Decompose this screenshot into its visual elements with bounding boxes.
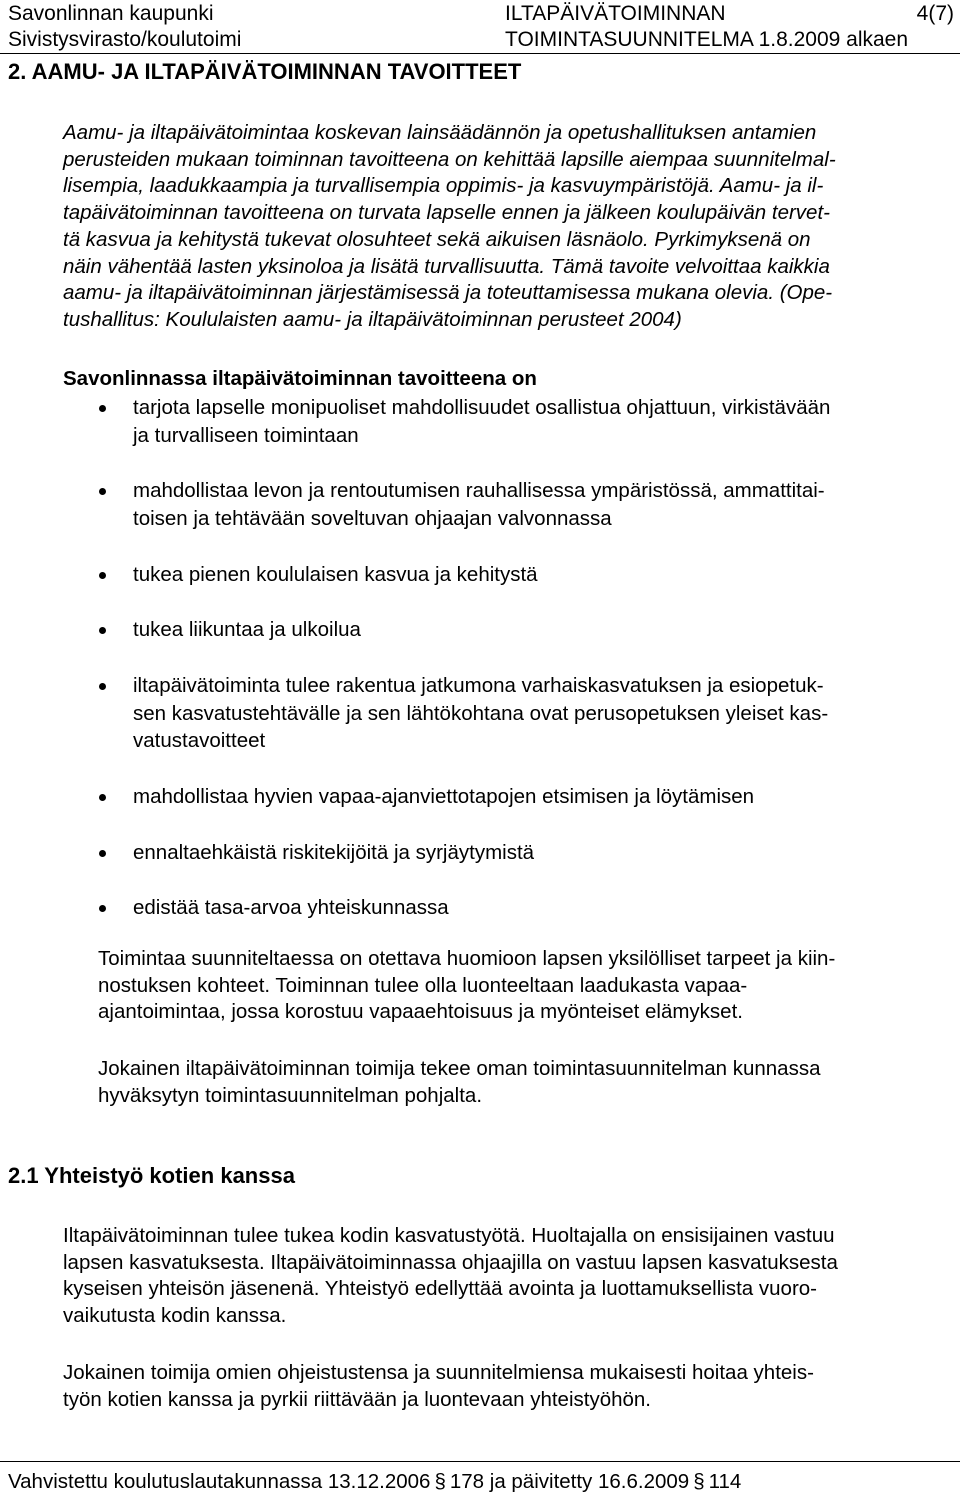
goal-text: edistää tasa-arvoa yhteiskunnassa: [133, 896, 449, 919]
bullet-icon: [99, 683, 106, 690]
goal-text: mahdollistaa levon ja rentoutumisen rauhallisessa ympäristössä, ammattitai-: [133, 479, 825, 502]
section-sign: §: [434, 1470, 446, 1493]
header-divider: [0, 53, 960, 54]
bullet-icon: [99, 405, 106, 412]
goal-text: vatustavoitteet: [133, 729, 266, 752]
bullet-icon: [99, 850, 106, 857]
bullet-icon: [99, 572, 106, 579]
goal-text: toisen ja tehtävään soveltuvan ohjaajan valvonnassa: [133, 506, 612, 530]
intro-paragraph: [63, 120, 953, 334]
bullet-icon: [99, 488, 106, 495]
intro-line: Aamu- ja iltapäivätoimintaa koskevan lainsäädännön ja opetushallituksen antamien: [63, 121, 817, 144]
paragraph-line: nostuksen kohteet. Toiminnan tulee olla luonteeltaan laadukasta vapaa-: [98, 973, 748, 997]
bullet-icon: [99, 794, 106, 801]
cooperation-guidance-paragraph: [63, 1360, 814, 1413]
section-sign: §: [693, 1470, 705, 1493]
paragraph-line: hyväksytyn toimintasuunnitelman pohjalta.: [98, 1083, 483, 1107]
goal-text: iltapäivätoiminta tulee rakentua jatkumona varhaiskasvatuksen ja esiopetuk-: [133, 674, 824, 697]
paragraph-line: Jokainen toimija omien ohjeistustensa ja suunnitelmiensa mukaisesti hoitaa yhteis-: [63, 1361, 814, 1384]
footer-approval-text: Vahvistettu koulutuslautakunnassa 13.12.2006: [8, 1470, 431, 1493]
paragraph-line: kyseisen yhteisön jäsenenä. Yhteistyö edellyttää avointa ja luottamuksellista vuoro-: [63, 1277, 817, 1301]
footer-divider: [0, 1461, 960, 1462]
goal-text: tukea pienen koululaisen kasvua ja kehitystä: [133, 563, 538, 586]
intro-line: perusteiden mukaan toiminnan tavoitteena on kehittää lapsille aiempaa suunnitelmal-: [63, 147, 836, 171]
footer-decision-text: 178 ja päivitetty 16.6.2009: [449, 1470, 690, 1493]
document-title-line-1: ILTAPÄIVÄTOIMINNAN: [505, 2, 726, 25]
footer: [8, 1470, 741, 1494]
intro-line: tä kasvua ja kehitystä tukevat olosuhteet sekä aikuisen läsnäolo. Pyrkimyksenä on: [63, 227, 811, 251]
paragraph-line: ajantoimintaa, jossa korostuu vapaaehtoisuus ja myönteiset elämykset.: [98, 1000, 743, 1024]
department-name: Sivistysvirasto/koulutoimi: [8, 28, 242, 51]
goal-text: tarjota lapselle monipuoliset mahdollisuudet osallistua ohjattuun, virkistävään: [133, 396, 831, 419]
page-number: 4(7): [916, 2, 954, 25]
intro-line: lisempia, laadukkaampia ja turvallisempia oppimis- ja kasvuympäristöjä. Aamu- ja il-: [63, 174, 824, 198]
intro-line: aamu- ja iltapäivätoiminnan järjestämisessä ja toteuttamisessa mukana olevia. (Ope-: [63, 281, 833, 305]
intro-line: näin vähentää lasten yksinoloa ja lisätä turvallisuutta. Tämä tavoite velvoittaa kaikkia: [63, 254, 830, 278]
planning-paragraph: [98, 946, 835, 1026]
paragraph-line: työn kotien kanssa ja pyrkii riittävään ja luontevaan yhteistyöhön.: [63, 1387, 652, 1411]
home-cooperation-paragraph: [63, 1223, 838, 1330]
paragraph-line: Toimintaa suunniteltaessa on otettava huomioon lapsen yksilölliset tarpeet ja kiin-: [98, 947, 836, 970]
goal-text: tukea liikuntaa ja ulkoilua: [133, 618, 361, 641]
subsection-title: 2.1 Yhteistyö kotien kanssa: [8, 1163, 295, 1188]
document-title-line-2: TOIMINTASUUNNITELMA 1.8.2009 alkaen: [505, 28, 909, 51]
section-title: 2. AAMU- JA ILTAPÄIVÄTOIMINNAN TAVOITTEET: [8, 59, 522, 84]
goals-heading: Savonlinnassa iltapäivätoiminnan tavoitteena on: [63, 367, 537, 390]
goal-text: mahdollistaa hyvien vapaa-ajanviettotapojen etsimisen ja löytämisen: [133, 785, 755, 808]
goal-text: ennaltaehkäistä riskitekijöitä ja syrjäytymistä: [133, 841, 535, 864]
goal-text: sen kasvatustehtävälle ja sen lähtökohtana ovat perusopetuksen yleiset kas-: [133, 701, 829, 725]
intro-line: tapäivätoiminnan tavoitteena on turvata lapselle ennen ja jälkeen koulupäivän tervet-: [63, 201, 830, 225]
bullet-icon: [99, 905, 106, 912]
paragraph-line: Iltapäivätoiminnan tulee tukea kodin kasvatustyötä. Huoltajalla on ensisijainen vastuu: [63, 1224, 835, 1247]
organization-name: Savonlinnan kaupunki: [8, 2, 214, 25]
goal-text: ja turvalliseen toimintaan: [133, 423, 359, 447]
paragraph-line: Jokainen iltapäivätoiminnan toimija tekee oman toimintasuunnitelman kunnassa: [98, 1057, 821, 1080]
plan-approval-paragraph: [98, 1056, 820, 1109]
footer-decision-number: 114: [708, 1470, 742, 1493]
paragraph-line: vaikutusta kodin kanssa.: [63, 1304, 287, 1328]
bullet-icon: [99, 627, 106, 634]
paragraph-line: lapsen kasvatuksesta. Iltapäivätoiminnassa ohjaajilla on vastuu lapsen kasvatuksesta: [63, 1250, 838, 1274]
intro-line: tushallitus: Koululaisten aamu- ja iltapäivätoiminnan perusteet 2004): [63, 307, 682, 331]
